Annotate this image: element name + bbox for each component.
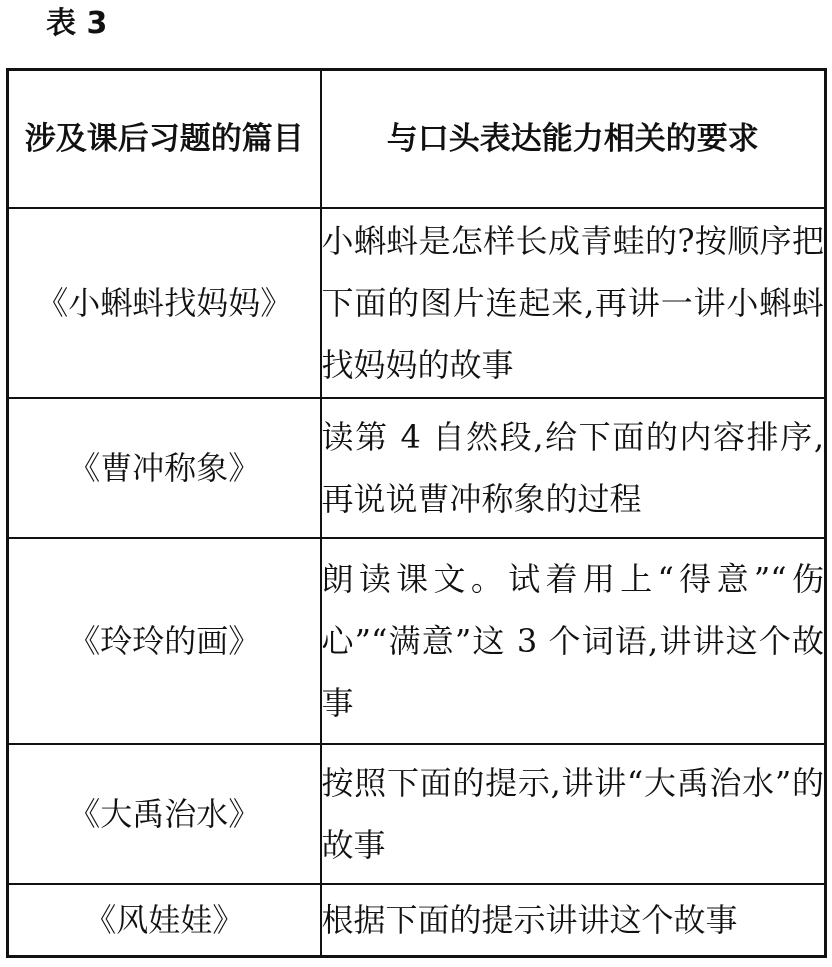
requirement-cell: 按照下面的提示,讲讲“大禹治水”的故事 — [321, 744, 826, 884]
requirement-cell: 小蝌蚪是怎样长成青蛙的?按顺序把下面的图片连起来,再讲一讲小蝌蚪找妈妈的故事 — [321, 208, 826, 398]
table-header-row — [8, 70, 826, 209]
requirement-cell: 读第 4 自然段,给下面的内容排序,再说说曹冲称象的过程 — [321, 398, 826, 538]
lesson-title-cell: 《曹冲称象》 — [8, 398, 321, 538]
lesson-title-cell: 《风娃娃》 — [8, 884, 321, 956]
column-header-requirements: 与口头表达能力相关的要求 — [321, 70, 826, 209]
requirement-cell: 朗读课文。试着用上“得意”“伤心”“满意”这 3 个词语,讲讲这个故事 — [321, 538, 826, 744]
table-row — [8, 208, 826, 398]
lesson-title-cell: 《大禹治水》 — [8, 744, 321, 884]
column-header-titles: 涉及课后习题的篇目 — [8, 70, 321, 209]
table-row — [8, 398, 826, 538]
table-row — [8, 744, 826, 884]
lesson-title-cell: 《玲玲的画》 — [8, 538, 321, 744]
requirement-cell: 根据下面的提示讲讲这个故事 — [321, 884, 826, 956]
table-caption: 表 3 — [46, 6, 108, 41]
lesson-title-cell: 《小蝌蚪找妈妈》 — [8, 208, 321, 398]
table-row — [8, 884, 826, 956]
requirements-table — [6, 68, 827, 958]
table-row — [8, 538, 826, 744]
